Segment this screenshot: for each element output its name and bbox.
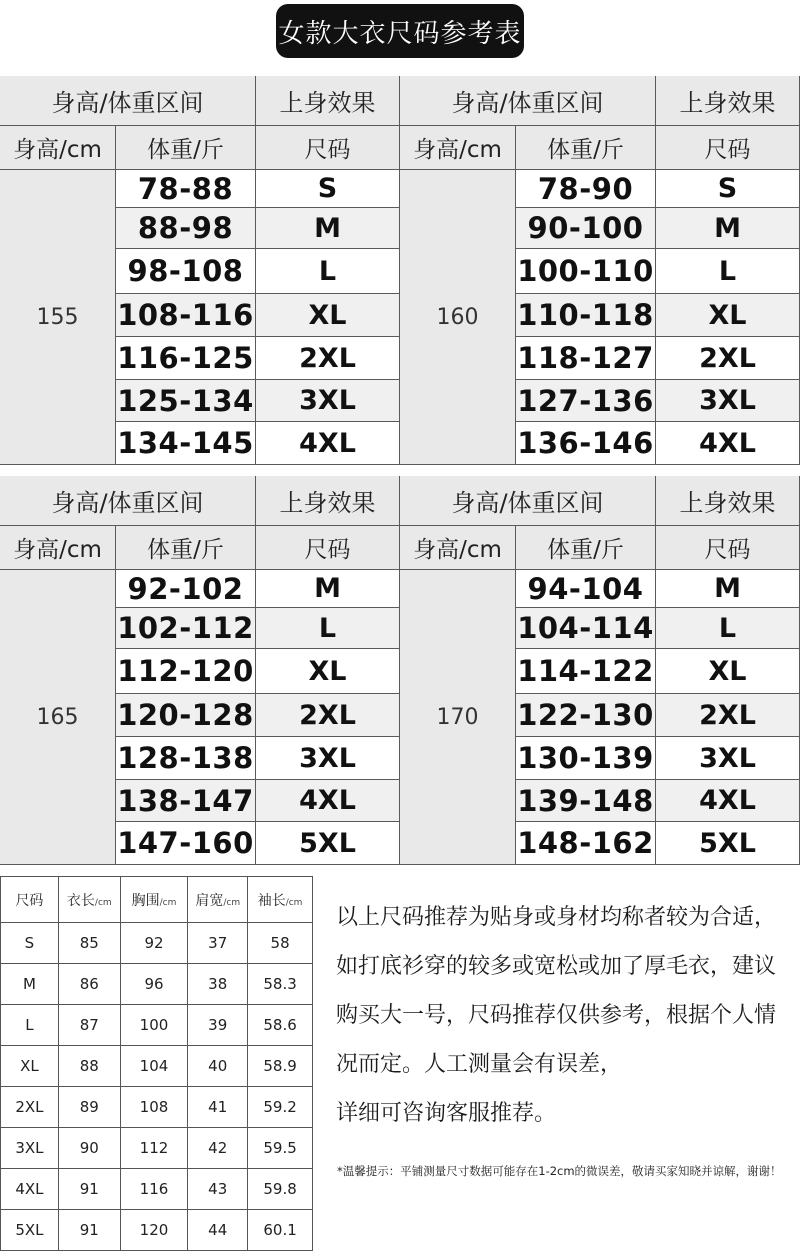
column-unit: /cm bbox=[223, 897, 241, 908]
table-cell: 112 bbox=[120, 1128, 188, 1169]
size-group-155 bbox=[0, 76, 400, 465]
size-value: 3XL bbox=[256, 380, 400, 422]
size-value: 4XL bbox=[256, 780, 400, 822]
size-value: M bbox=[256, 208, 400, 249]
table-cell: 59.8 bbox=[248, 1169, 313, 1210]
size-group-170 bbox=[400, 476, 800, 865]
size-value: L bbox=[656, 608, 800, 649]
height-column-header: 身高/cm bbox=[400, 126, 516, 170]
range-header: 身高/体重区间 bbox=[0, 76, 256, 126]
table-cell: 2XL bbox=[1, 1087, 59, 1128]
size-value: L bbox=[256, 608, 400, 649]
table-cell: 58.3 bbox=[248, 964, 313, 1005]
size-advice-note bbox=[336, 893, 796, 1138]
height-value: 170 bbox=[400, 570, 516, 865]
weight-range: 148-162 bbox=[516, 822, 656, 865]
measurement-column-header bbox=[188, 877, 248, 923]
size-block bbox=[0, 476, 800, 865]
table-row bbox=[1, 923, 313, 964]
size-group-165 bbox=[0, 476, 400, 865]
weight-range: 100-110 bbox=[516, 249, 656, 294]
size-value: 3XL bbox=[656, 737, 800, 780]
table-cell: 120 bbox=[120, 1210, 188, 1251]
height-column-header: 身高/cm bbox=[0, 526, 116, 570]
size-group-160 bbox=[400, 76, 800, 465]
table-cell: 58.6 bbox=[248, 1005, 313, 1046]
size-value: 5XL bbox=[656, 822, 800, 865]
weight-range: 130-139 bbox=[516, 737, 656, 780]
table-cell: 44 bbox=[188, 1210, 248, 1251]
footnote: *温馨提示：平铺测量尺寸数据可能存在1-2cm的微误差，敬请买家知晓并谅解，谢谢！ bbox=[337, 1164, 782, 1178]
table-cell: 88 bbox=[58, 1046, 120, 1087]
weight-range: 136-146 bbox=[516, 422, 656, 465]
weight-range: 94-104 bbox=[516, 570, 656, 608]
table-cell: 59.5 bbox=[248, 1128, 313, 1169]
table-cell: 92 bbox=[120, 923, 188, 964]
range-header: 身高/体重区间 bbox=[400, 76, 656, 126]
size-value: 2XL bbox=[256, 694, 400, 737]
table-row bbox=[1, 1128, 313, 1169]
height-value: 160 bbox=[400, 170, 516, 465]
table-cell: 42 bbox=[188, 1128, 248, 1169]
weight-range: 118-127 bbox=[516, 337, 656, 380]
effect-header: 上身效果 bbox=[656, 76, 800, 126]
table-cell: 39 bbox=[188, 1005, 248, 1046]
height-value: 165 bbox=[0, 570, 116, 865]
size-value: M bbox=[656, 570, 800, 608]
size-value: XL bbox=[256, 294, 400, 337]
size-column-header: 尺码 bbox=[656, 126, 800, 170]
size-value: 4XL bbox=[656, 422, 800, 465]
table-cell: 41 bbox=[188, 1087, 248, 1128]
table-cell: 96 bbox=[120, 964, 188, 1005]
height-column-header: 身高/cm bbox=[400, 526, 516, 570]
table-cell: 40 bbox=[188, 1046, 248, 1087]
size-value: S bbox=[656, 170, 800, 208]
table-cell: 5XL bbox=[1, 1210, 59, 1251]
weight-range: 122-130 bbox=[516, 694, 656, 737]
weight-column-header: 体重/斤 bbox=[116, 126, 256, 170]
size-value: XL bbox=[656, 294, 800, 337]
size-value: L bbox=[656, 249, 800, 294]
size-value: 3XL bbox=[656, 380, 800, 422]
table-cell: L bbox=[1, 1005, 59, 1046]
range-header: 身高/体重区间 bbox=[400, 476, 656, 526]
weight-range: 110-118 bbox=[516, 294, 656, 337]
table-cell: 116 bbox=[120, 1169, 188, 1210]
table-row bbox=[1, 1210, 313, 1251]
weight-range: 134-145 bbox=[116, 422, 256, 465]
weight-range: 114-122 bbox=[516, 649, 656, 694]
weight-range: 112-120 bbox=[116, 649, 256, 694]
size-value: 2XL bbox=[656, 694, 800, 737]
size-value: L bbox=[256, 249, 400, 294]
table-cell: 90 bbox=[58, 1128, 120, 1169]
table-row bbox=[1, 1169, 313, 1210]
table-cell: M bbox=[1, 964, 59, 1005]
column-name: 衣长 bbox=[66, 892, 95, 909]
table-cell: 100 bbox=[120, 1005, 188, 1046]
measurement-header-row bbox=[1, 877, 313, 923]
column-name: 尺码 bbox=[15, 892, 44, 909]
measurement-column-header bbox=[120, 877, 188, 923]
table-cell: 3XL bbox=[1, 1128, 59, 1169]
weight-range: 139-148 bbox=[516, 780, 656, 822]
table-row bbox=[1, 1005, 313, 1046]
column-name: 肩宽 bbox=[195, 892, 224, 909]
range-header: 身高/体重区间 bbox=[0, 476, 256, 526]
note-line: 详细可咨询客服推荐。 bbox=[336, 1101, 557, 1126]
weight-range: 120-128 bbox=[116, 694, 256, 737]
note-line: 如打底衫穿的较多或宽松或加了厚毛衣，建议 bbox=[336, 954, 777, 979]
weight-range: 127-136 bbox=[516, 380, 656, 422]
table-cell: 58 bbox=[248, 923, 313, 964]
note-line: 购买大一号，尺码推荐仅供参考，根据个人情 bbox=[336, 1003, 777, 1028]
column-unit: /cm bbox=[159, 897, 177, 908]
table-cell: S bbox=[1, 923, 59, 964]
weight-range: 102-112 bbox=[116, 608, 256, 649]
measurement-column-header bbox=[248, 877, 313, 923]
column-name: 胸围 bbox=[131, 892, 160, 909]
table-cell: 37 bbox=[188, 923, 248, 964]
column-unit: /cm bbox=[285, 897, 303, 908]
size-value: 2XL bbox=[656, 337, 800, 380]
table-cell: 91 bbox=[58, 1210, 120, 1251]
size-value: S bbox=[256, 170, 400, 208]
size-value: 4XL bbox=[256, 422, 400, 465]
table-cell: 85 bbox=[58, 923, 120, 964]
size-value: XL bbox=[256, 649, 400, 694]
weight-range: 108-116 bbox=[116, 294, 256, 337]
size-value: 3XL bbox=[256, 737, 400, 780]
size-value: 5XL bbox=[256, 822, 400, 865]
weight-range: 125-134 bbox=[116, 380, 256, 422]
table-cell: 108 bbox=[120, 1087, 188, 1128]
table-row bbox=[1, 1046, 313, 1087]
size-value: XL bbox=[656, 649, 800, 694]
note-line: 以上尺码推荐为贴身或身材均称者较为合适， bbox=[336, 905, 777, 930]
height-column-header: 身高/cm bbox=[0, 126, 116, 170]
weight-range: 78-90 bbox=[516, 170, 656, 208]
weight-range: 138-147 bbox=[116, 780, 256, 822]
weight-range: 78-88 bbox=[116, 170, 256, 208]
note-line: 况而定。人工测量会有误差， bbox=[336, 1052, 623, 1077]
table-cell: 4XL bbox=[1, 1169, 59, 1210]
weight-range: 147-160 bbox=[116, 822, 256, 865]
table-cell: 87 bbox=[58, 1005, 120, 1046]
table-cell: 86 bbox=[58, 964, 120, 1005]
table-cell: 91 bbox=[58, 1169, 120, 1210]
table-cell: 38 bbox=[188, 964, 248, 1005]
size-column-header: 尺码 bbox=[256, 126, 400, 170]
effect-header: 上身效果 bbox=[656, 476, 800, 526]
column-name: 袖长 bbox=[257, 892, 286, 909]
table-cell: 43 bbox=[188, 1169, 248, 1210]
size-value: M bbox=[256, 570, 400, 608]
effect-header: 上身效果 bbox=[256, 476, 400, 526]
weight-range: 104-114 bbox=[516, 608, 656, 649]
measurement-table bbox=[0, 876, 313, 1251]
weight-range: 88-98 bbox=[116, 208, 256, 249]
size-column-header: 尺码 bbox=[656, 526, 800, 570]
weight-column-header: 体重/斤 bbox=[516, 126, 656, 170]
weight-range: 98-108 bbox=[116, 249, 256, 294]
size-block bbox=[0, 76, 800, 465]
page-title: 女款大衣尺码参考表 bbox=[276, 4, 524, 58]
size-column-header: 尺码 bbox=[256, 526, 400, 570]
weight-range: 90-100 bbox=[516, 208, 656, 249]
height-value: 155 bbox=[0, 170, 116, 465]
table-row bbox=[1, 1087, 313, 1128]
table-cell: 60.1 bbox=[248, 1210, 313, 1251]
table-cell: 104 bbox=[120, 1046, 188, 1087]
size-value: 4XL bbox=[656, 780, 800, 822]
weight-column-header: 体重/斤 bbox=[516, 526, 656, 570]
weight-range: 92-102 bbox=[116, 570, 256, 608]
table-cell: 59.2 bbox=[248, 1087, 313, 1128]
effect-header: 上身效果 bbox=[256, 76, 400, 126]
measurement-column-header bbox=[1, 877, 59, 923]
measurement-column-header bbox=[58, 877, 120, 923]
weight-column-header: 体重/斤 bbox=[116, 526, 256, 570]
size-value: M bbox=[656, 208, 800, 249]
table-cell: 58.9 bbox=[248, 1046, 313, 1087]
table-cell: 89 bbox=[58, 1087, 120, 1128]
size-value: 2XL bbox=[256, 337, 400, 380]
column-unit: /cm bbox=[94, 897, 112, 908]
weight-range: 116-125 bbox=[116, 337, 256, 380]
table-cell: XL bbox=[1, 1046, 59, 1087]
weight-range: 128-138 bbox=[116, 737, 256, 780]
table-row bbox=[1, 964, 313, 1005]
